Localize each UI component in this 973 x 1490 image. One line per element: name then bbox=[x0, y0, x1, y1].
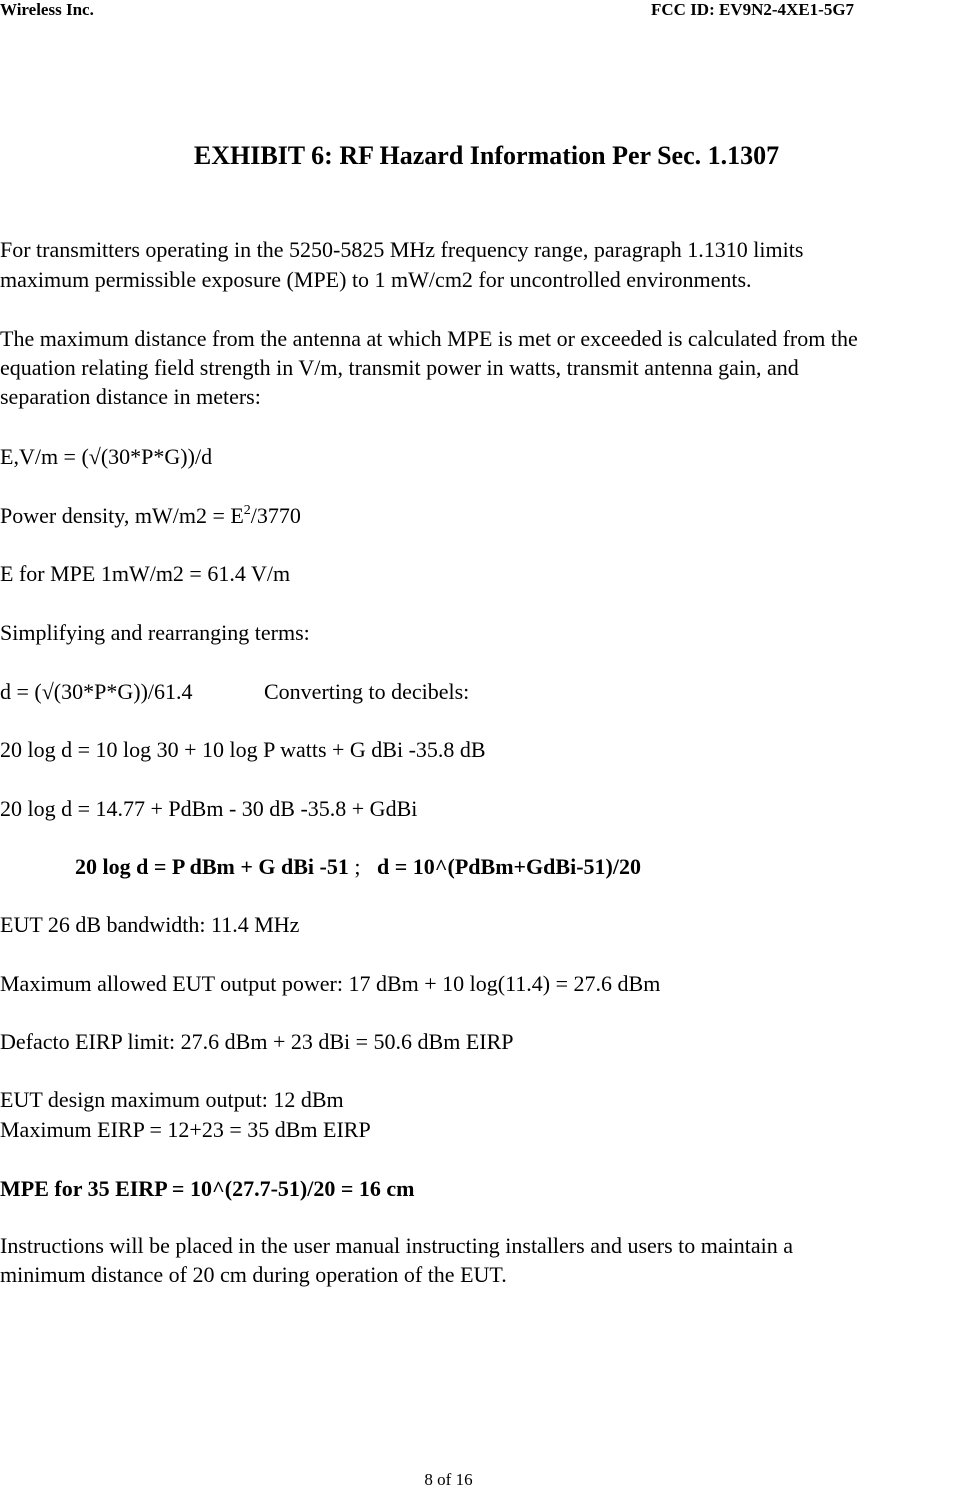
final-equation bbox=[75, 853, 641, 881]
converting-label: Converting to decibels: bbox=[264, 679, 470, 704]
design-max-output: EUT design maximum output: 12 dBm bbox=[0, 1087, 344, 1112]
log-equation-1: 20 log d = 10 log 30 + 10 log P watts + G dBi -35.8 dB bbox=[0, 737, 486, 762]
distance-equation: d = (√(30*P*G))/61.4 bbox=[0, 679, 193, 704]
mpe-result: MPE for 35 EIRP = 10^(27.7-51)/20 = 16 cm bbox=[0, 1176, 415, 1201]
mpe-field-value: E for MPE 1mW/m2 = 61.4 V/m bbox=[0, 561, 291, 586]
intro-line-2: maximum permissible exposure (MPE) to 1 mW/cm2 for uncontrolled environments. bbox=[0, 267, 752, 292]
power-density-exponent: 2 bbox=[243, 503, 251, 518]
eut-bandwidth: EUT 26 dB bandwidth: 11.4 MHz bbox=[0, 912, 300, 937]
max-output-power: Maximum allowed EUT output power: 17 dBm + 10 log(11.4) = 27.6 dBm bbox=[0, 971, 661, 996]
log-equation-2: 20 log d = 14.77 + PdBm - 30 dB -35.8 + GdBi bbox=[0, 796, 418, 821]
final-equation-distance: d = 10^(PdBm+GdBi-51)/20 bbox=[376, 854, 641, 879]
power-density-prefix: Power density, mW/m2 = E bbox=[0, 503, 244, 528]
method-line-3: separation distance in meters: bbox=[0, 384, 261, 409]
intro-line-1: For transmitters operating in the 5250-5825 MHz frequency range, paragraph 1.1310 limits bbox=[0, 237, 804, 262]
instructions-line-2: minimum distance of 20 cm during operation of the EUT. bbox=[0, 1262, 507, 1287]
method-line-1: The maximum distance from the antenna at which MPE is met or exceeded is calculated from the bbox=[0, 326, 858, 351]
final-equation-log: 20 log d = P dBm + G dBi -51 bbox=[75, 854, 349, 879]
header-fcc-id: FCC ID: EV9N2-4XE1-5G7 bbox=[651, 0, 855, 19]
power-density-equation bbox=[0, 502, 301, 530]
page-number: 8 of 16 bbox=[424, 1470, 473, 1489]
simplifying-label: Simplifying and rearranging terms: bbox=[0, 620, 310, 645]
instructions-line-1: Instructions will be placed in the user manual instructing installers and users to maintain a bbox=[0, 1233, 794, 1258]
max-eirp: Maximum EIRP = 12+23 = 35 dBm EIRP bbox=[0, 1117, 371, 1142]
header-company: Wireless Inc. bbox=[0, 0, 94, 19]
method-line-2: equation relating field strength in V/m, transmit power in watts, transmit antenna gain, and bbox=[0, 355, 799, 380]
eirp-limit: Defacto EIRP limit: 27.6 dBm + 23 dBi = 50.6 dBm EIRP bbox=[0, 1029, 514, 1054]
field-strength-equation: E,V/m = (√(30*P*G))/d bbox=[0, 444, 213, 469]
power-density-suffix: /3770 bbox=[250, 503, 301, 528]
final-equation-separator: ; bbox=[348, 854, 377, 879]
page-title: EXHIBIT 6: RF Hazard Information Per Sec. 1.1307 bbox=[193, 141, 780, 170]
